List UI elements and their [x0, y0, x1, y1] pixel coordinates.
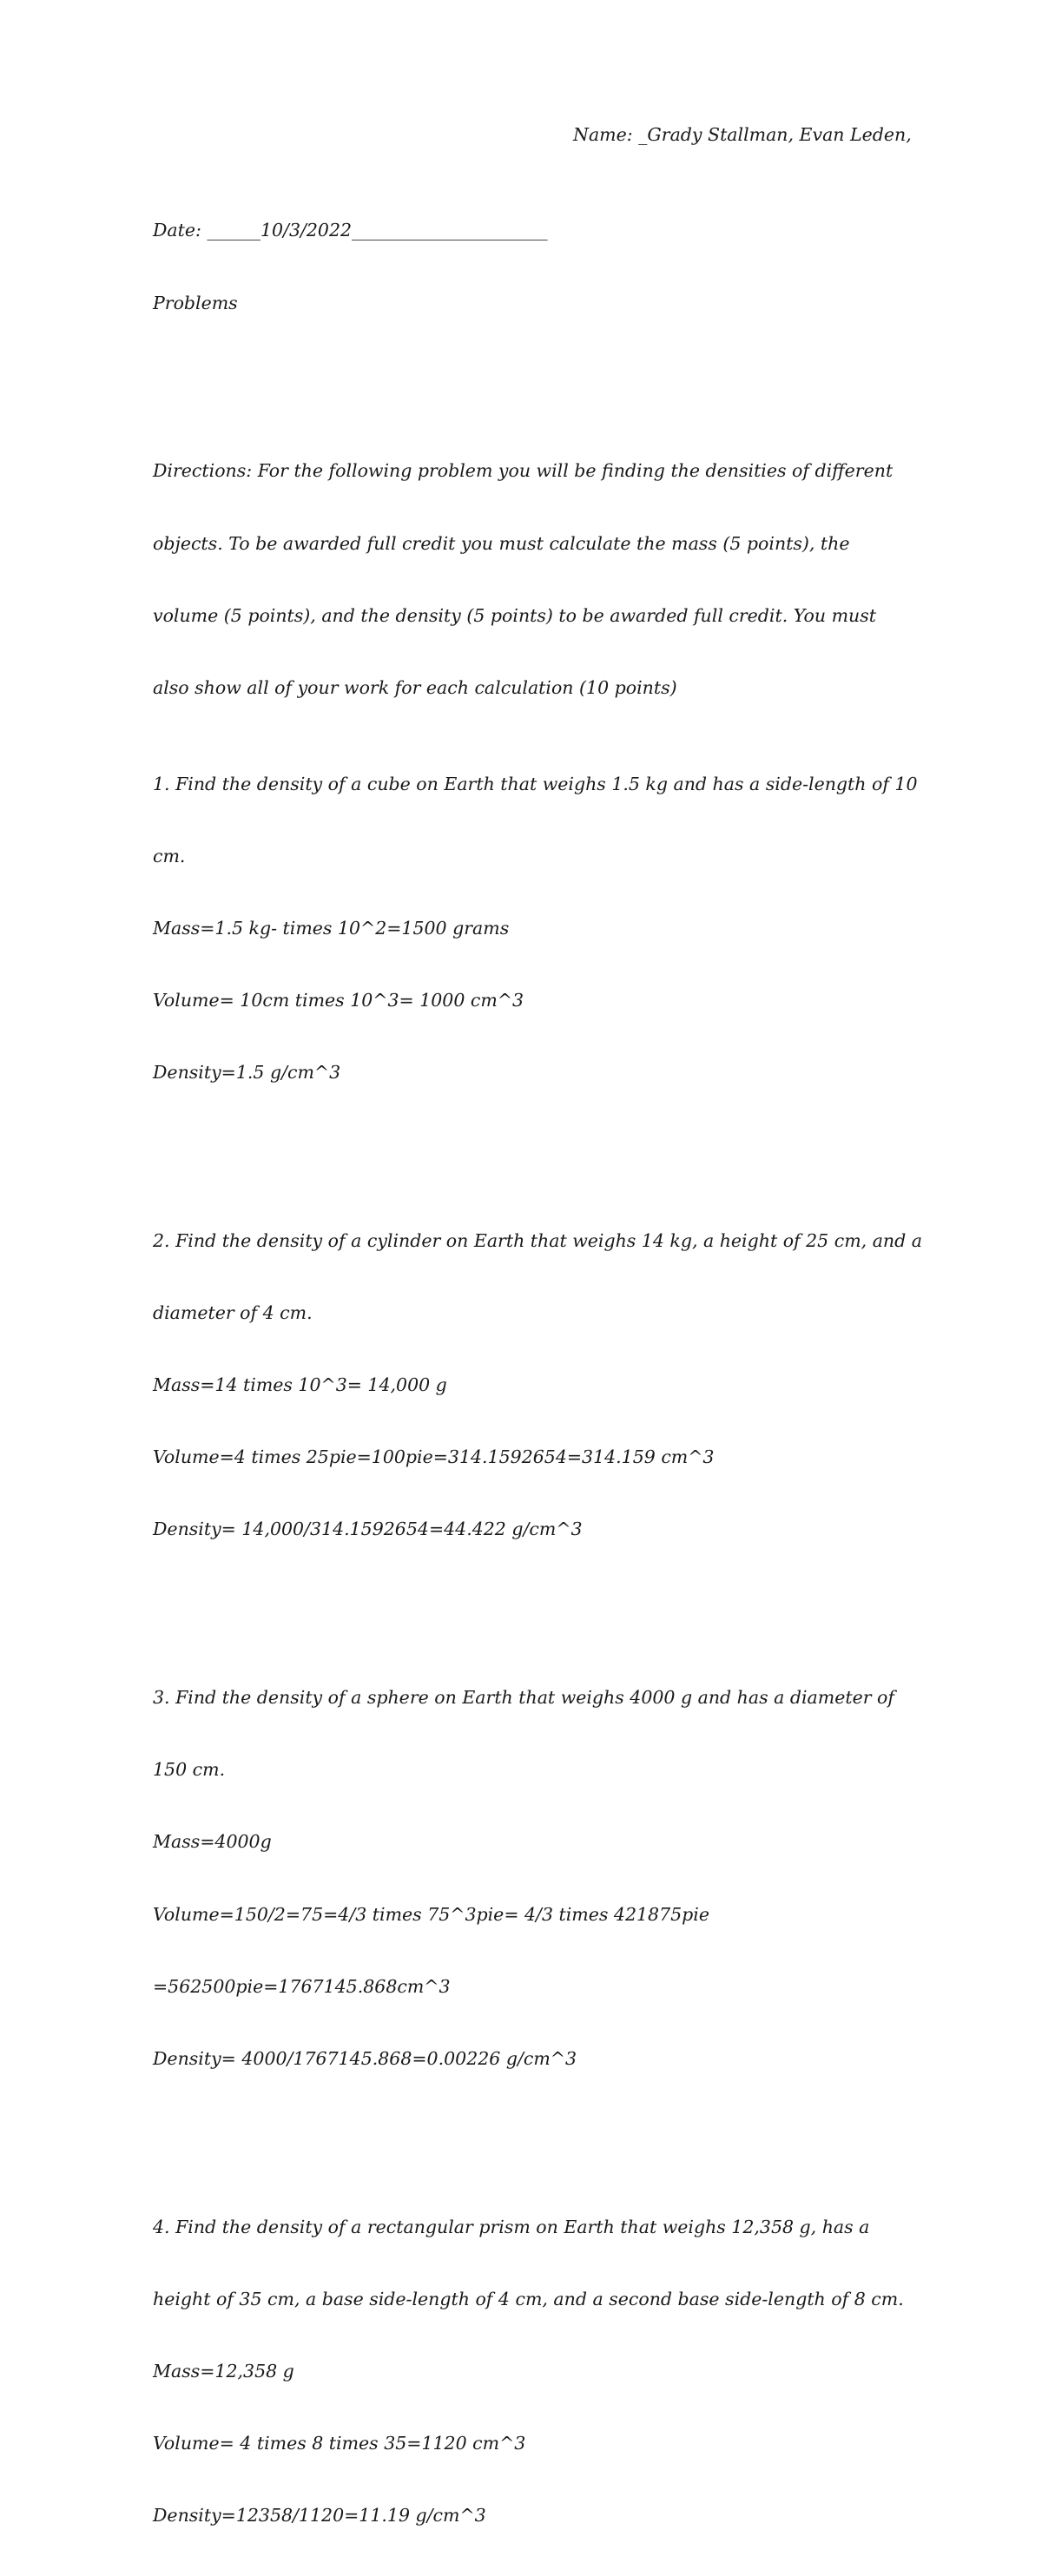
problem-1-mass: Mass=1.5 kg- times 10^2=1500 grams [153, 917, 510, 939]
directions-line: objects. To be awarded full credit you must calculate the mass (5 points), the [153, 532, 850, 554]
spacer [153, 1133, 882, 1157]
problem-3-line: 150 cm. [153, 1759, 226, 1781]
problem-1-volume: Volume= 10cm times 10^3= 1000 cm^3 [153, 989, 524, 1011]
problem-3-line: 3. Find the density of a sphere on Earth that weighs 4000 g and has a diameter of [153, 1687, 894, 1709]
spacer [153, 1590, 882, 1614]
problem-2-volume: Volume=4 times 25pie=100pie=314.1592654=314.159 cm^3 [153, 1446, 715, 1468]
problem-2-line: 2. Find the density of a cylinder on Earth that weighs 14 kg, a height of 25 cm, and a [153, 1229, 922, 1251]
name-line: Name: _Grady Stallman, Evan Leden, [573, 124, 912, 145]
problem-1-density: Density=1.5 g/cm^3 [153, 1062, 341, 1083]
spacer [153, 2119, 882, 2144]
problem-3-mass: Mass=4000g [153, 1831, 272, 1853]
problem-3-density: Density= 4000/1767145.868=0.00226 g/cm^3 [153, 2047, 577, 2069]
spacer [153, 364, 882, 388]
problem-4-volume: Volume= 4 times 8 times 35=1120 cm^3 [153, 2433, 526, 2454]
problem-4-density: Density=12358/1120=11.19 g/cm^3 [153, 2505, 486, 2527]
problem-1-line: 1. Find the density of a cube on Earth that weighs 1.5 kg and has a side-length of 10 [153, 773, 918, 794]
problem-3-volume: Volume=150/2=75=4/3 times 75^3pie= 4/3 times 421875pie [153, 1903, 709, 1925]
problem-2-density: Density= 14,000/314.1592654=44.422 g/cm^3 [153, 1519, 583, 1540]
problem-2-line: diameter of 4 cm. [153, 1302, 313, 1324]
problem-2-mass: Mass=14 times 10^3= 14,000 g [153, 1374, 447, 1396]
problem-4-mass: Mass=12,358 g [153, 2360, 294, 2382]
date-line: Date: ______10/3/2022______________________ [153, 220, 548, 241]
document-body [153, 171, 922, 2576]
problem-4-line: 4. Find the density of a rectangular prism on Earth that weighs 12,358 g, has a [153, 2216, 870, 2237]
problem-3-volume-cont: =562500pie=1767145.868cm^3 [153, 1975, 451, 1997]
directions-line: Directions: For the following problem you will be finding the densities of different [153, 460, 894, 482]
problem-4-line: height of 35 cm, a base side-length of 4 cm, and a second base side-length of 8 cm. [153, 2288, 904, 2309]
section-title: Problems [153, 292, 238, 313]
problem-1-line: cm. [153, 845, 186, 866]
directions-line: volume (5 points), and the density (5 points) to be awarded full credit. You must [153, 604, 876, 626]
directions-line: also show all of your work for each calculation (10 points) [153, 676, 677, 698]
